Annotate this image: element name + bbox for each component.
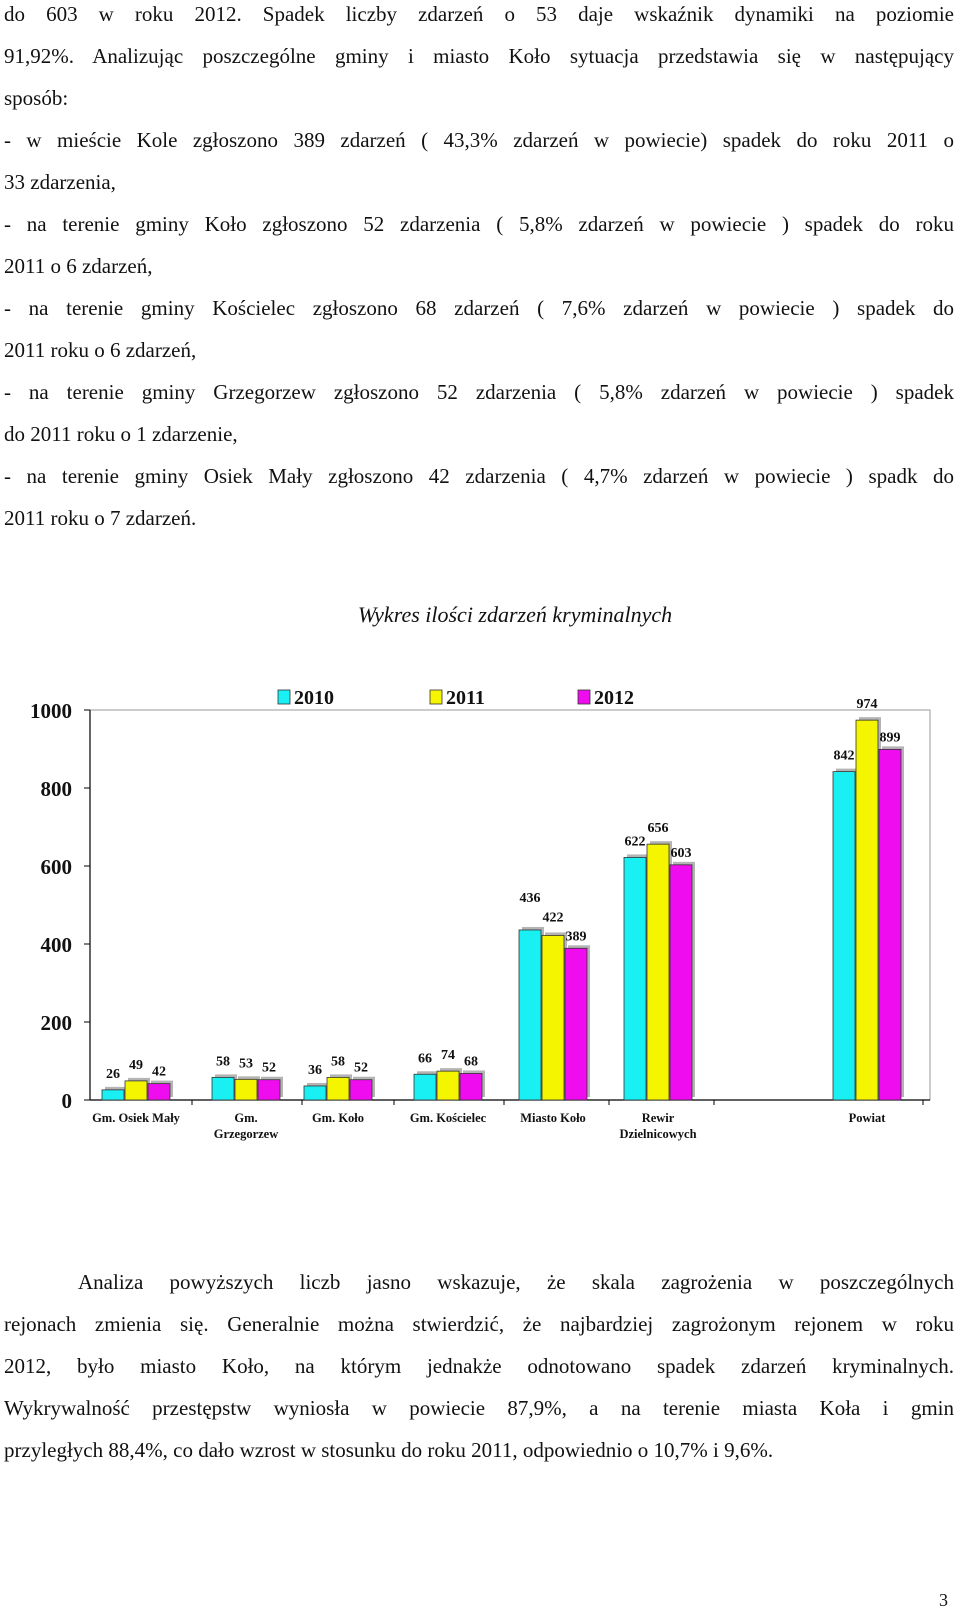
y-tick-label: 0: [61, 1089, 72, 1113]
x-tick-label: Grzegorzew: [213, 1127, 279, 1141]
x-tick-label: Powiat: [848, 1111, 886, 1125]
intro-line: do 2011 roku o 1 zdarzenie,: [4, 422, 238, 446]
data-label: 42: [152, 1064, 166, 1080]
data-label: 436: [519, 890, 541, 906]
x-tick-label: Gm. Koło: [311, 1111, 365, 1125]
data-label: 58: [216, 1054, 230, 1070]
data-label: 899: [879, 730, 901, 746]
data-label: 49: [129, 1057, 143, 1073]
bar: [670, 865, 692, 1100]
bar: [565, 948, 587, 1100]
chart-title: Wykres ilości zdarzeń kryminalnych: [357, 602, 673, 627]
intro-line: - na terenie gminy Kościelec zgłoszono 68 zdarzeń ( 7,6% zdarzeń w powiecie ) spadek do: [4, 296, 954, 320]
x-tick-label: Rewir: [641, 1111, 675, 1125]
intro-line: do 603 w roku 2012. Spadek liczby zdarzeń o 53 daje wskaźnik dynamiki na poziomie: [4, 2, 954, 26]
bar: [879, 749, 901, 1100]
bar: [258, 1080, 280, 1100]
y-tick-label: 200: [40, 1011, 72, 1035]
data-label: 622: [624, 834, 646, 850]
data-label: 53: [239, 1056, 253, 1072]
conclusion-line: Analiza powyższych liczb jasno wskazuje, że skala zagrożenia w poszczególnych: [78, 1270, 954, 1294]
bar: [235, 1079, 257, 1100]
bar: [624, 857, 646, 1100]
bar: [542, 935, 564, 1100]
bar: [125, 1081, 147, 1100]
data-label: 842: [833, 748, 855, 764]
data-label: 603: [670, 845, 692, 861]
legend-swatch: [430, 690, 442, 704]
bar: [460, 1073, 482, 1100]
legend-label: 2011: [446, 687, 485, 709]
y-tick-label: 400: [40, 933, 72, 957]
intro-line: 2011 o 6 zdarzeń,: [4, 254, 153, 278]
intro-line: - na terenie gminy Grzegorzew zgłoszono 52 zdarzenia ( 5,8% zdarzeń w powiecie ) spadek: [4, 380, 954, 404]
legend-label: 2010: [294, 687, 334, 709]
x-tick-label: Gm. Kościelec: [409, 1111, 487, 1125]
data-label: 656: [647, 821, 669, 837]
bar: [350, 1080, 372, 1100]
intro-line: - na terenie gminy Osiek Mały zgłoszono 42 zdarzenia ( 4,7% zdarzeń w powiecie ) spadk do: [4, 464, 954, 488]
bar: [102, 1090, 124, 1100]
bar: [437, 1071, 459, 1100]
data-label: 52: [354, 1060, 368, 1076]
intro-line: - w mieście Kole zgłoszono 389 zdarzeń ( 43,3% zdarzeń w powiecie) spadek do roku 2011 o: [4, 128, 954, 152]
data-label: 52: [262, 1060, 276, 1076]
legend-swatch: [278, 690, 290, 704]
bar: [833, 772, 855, 1100]
data-label: 389: [565, 929, 587, 945]
x-tick-label: Dzielnicowych: [619, 1127, 697, 1141]
bar: [327, 1077, 349, 1100]
legend-swatch: [578, 690, 590, 704]
y-tick-label: 800: [40, 777, 72, 801]
intro-line: 91,92%. Analizując poszczególne gminy i miasto Koło sytuacja przedstawia się w następujący: [4, 44, 954, 68]
data-label: 36: [308, 1062, 322, 1078]
bar: [304, 1086, 326, 1100]
intro-line: 2011 roku o 6 zdarzeń,: [4, 338, 197, 362]
y-tick-label: 1000: [30, 699, 72, 723]
page-number: 3: [939, 1590, 948, 1610]
bar-chart: [0, 680, 960, 1150]
x-tick-label: Gm.: [234, 1111, 258, 1125]
intro-line: - na terenie gminy Koło zgłoszono 52 zdarzenia ( 5,8% zdarzeń w powiecie ) spadek do roku: [4, 212, 954, 236]
bar: [212, 1077, 234, 1100]
bar: [519, 930, 541, 1100]
data-label: 66: [418, 1051, 432, 1067]
data-label: 26: [106, 1066, 120, 1082]
conclusion-line: Wykrywalność przestępstw wyniosła w powiecie 87,9%, a na terenie miasta Koła i gmin: [4, 1396, 954, 1420]
data-label: 422: [542, 910, 564, 926]
plot-area: [90, 710, 930, 1100]
conclusion-line: przyległych 88,4%, co dało wzrost w stosunku do roku 2011, odpowiednio o 10,7% i 9,6%.: [4, 1438, 774, 1462]
intro-line: 33 zdarzenia,: [4, 170, 116, 194]
x-tick-label: Miasto Koło: [520, 1111, 586, 1125]
conclusion-line: 2012, było miasto Koło, na którym jednakże odnotowano spadek zdarzeń kryminalnych.: [4, 1354, 954, 1378]
bar: [856, 720, 878, 1100]
data-label: 74: [441, 1048, 455, 1064]
legend-label: 2012: [594, 687, 634, 709]
data-label: 974: [856, 697, 878, 713]
data-label: 58: [331, 1054, 345, 1070]
intro-line: 2011 roku o 7 zdarzeń.: [4, 506, 197, 530]
x-tick-label: Gm. Osiek Mały: [92, 1111, 180, 1125]
bar: [148, 1084, 170, 1100]
data-label: 68: [464, 1054, 478, 1070]
conclusion-line: rejonach zmienia się. Generalnie można stwierdzić, że najbardziej zagrożonym rejonem w roku: [4, 1312, 954, 1336]
y-tick-label: 600: [40, 855, 72, 879]
intro-line: sposób:: [4, 86, 69, 110]
bar: [647, 844, 669, 1100]
bar: [414, 1074, 436, 1100]
